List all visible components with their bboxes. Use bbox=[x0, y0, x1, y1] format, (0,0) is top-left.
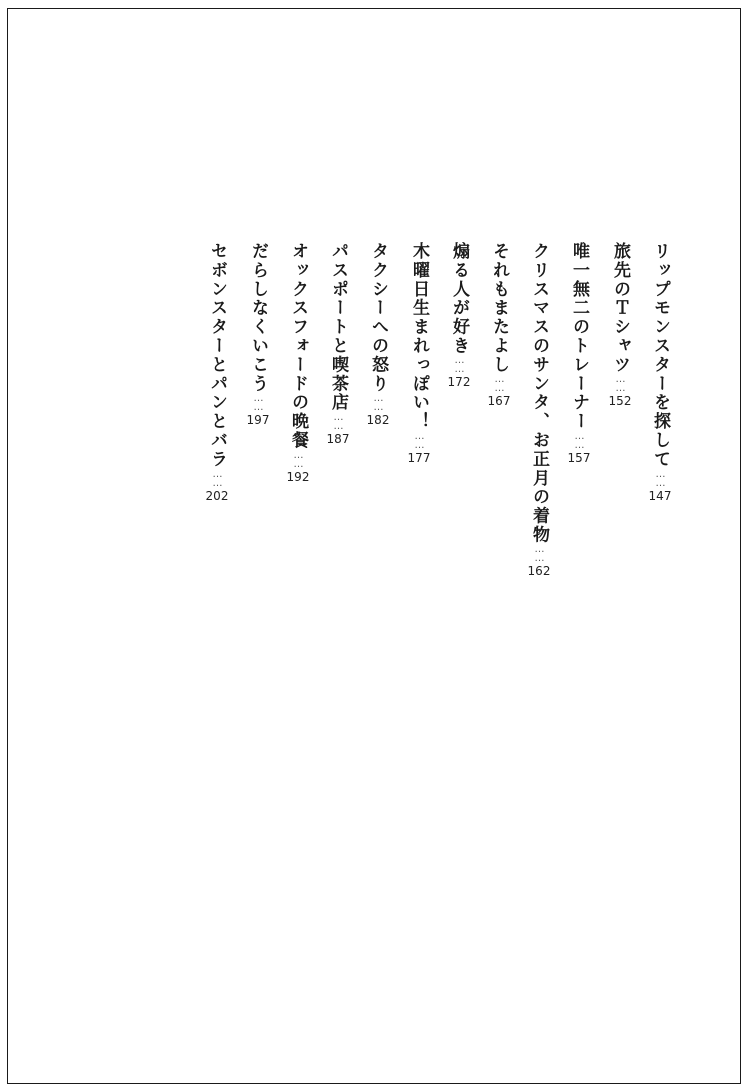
toc-entry-8 bbox=[363, 242, 393, 427]
toc-entry-page: 157 bbox=[567, 451, 591, 465]
toc-entry-leader: …… bbox=[494, 374, 505, 393]
toc-entry-4 bbox=[524, 242, 554, 578]
toc-entry-page: 197 bbox=[246, 413, 270, 428]
toc-entry-leader: …… bbox=[414, 431, 425, 449]
toc-entry-7 bbox=[404, 242, 434, 465]
toc-entry-leader: …… bbox=[253, 393, 264, 412]
toc-entry-12 bbox=[202, 242, 232, 503]
toc-entry-leader: …… bbox=[293, 449, 304, 468]
toc-entry-leader: …… bbox=[615, 374, 626, 393]
toc-entry-leader: …… bbox=[655, 468, 666, 487]
toc-entry-page: 167 bbox=[487, 394, 511, 409]
toc-entry-title: クリスマスのサンタ、お正月の着物 bbox=[529, 242, 549, 545]
toc-entry-6 bbox=[444, 242, 474, 389]
toc-entry-title: リップモンスターを探して bbox=[650, 242, 670, 469]
page-frame bbox=[7, 8, 741, 1084]
toc-entry-leader: …… bbox=[454, 355, 465, 374]
toc-entry-9 bbox=[323, 242, 353, 446]
toc-entry-leader: …… bbox=[212, 468, 223, 487]
toc-entry-leader: …… bbox=[373, 393, 384, 412]
toc-entry-title: それもまたよし bbox=[489, 242, 509, 375]
toc-entry-11 bbox=[243, 242, 273, 427]
toc-entry-5 bbox=[484, 242, 514, 408]
toc-entry-leader: …… bbox=[574, 431, 585, 449]
toc-entry-page: 202 bbox=[205, 488, 229, 503]
toc-entry-page: 182 bbox=[366, 413, 390, 428]
toc-entry-page: 152 bbox=[608, 394, 632, 409]
toc-entry-title: タクシーへの怒り bbox=[368, 242, 388, 394]
toc-entry-10 bbox=[283, 242, 313, 484]
toc-entry-page: 177 bbox=[407, 451, 431, 465]
toc-entry-leader: …… bbox=[534, 544, 545, 563]
toc-entry-title: 唯一無二のトレーナー bbox=[569, 242, 589, 431]
toc-entry-page: 162 bbox=[527, 564, 551, 579]
toc-entry-title: だらしなくいこう bbox=[248, 242, 268, 394]
toc-entry-page: 187 bbox=[326, 432, 350, 447]
toc-entry-3 bbox=[564, 242, 594, 465]
toc-entry-page: 172 bbox=[447, 375, 471, 390]
toc-entry-title: オックスフォードの晩餐 bbox=[288, 242, 308, 450]
toc-entry-title: セボンスターとパンとバラ bbox=[207, 242, 227, 469]
toc-entry-title: 旅先のＴシャツ bbox=[610, 242, 630, 375]
toc-entry-2 bbox=[605, 242, 635, 408]
toc-entry-title: パスポートと喫茶店 bbox=[328, 242, 348, 413]
toc-entry-leader: …… bbox=[333, 412, 344, 431]
toc-entry-page: 147 bbox=[648, 488, 672, 503]
toc-entry-title: 煽る人が好き bbox=[449, 242, 469, 356]
toc-entry-page: 192 bbox=[286, 469, 310, 484]
toc-entry-1 bbox=[645, 242, 675, 503]
toc-entry-title: 木曜日生まれっぽい！ bbox=[409, 242, 429, 431]
